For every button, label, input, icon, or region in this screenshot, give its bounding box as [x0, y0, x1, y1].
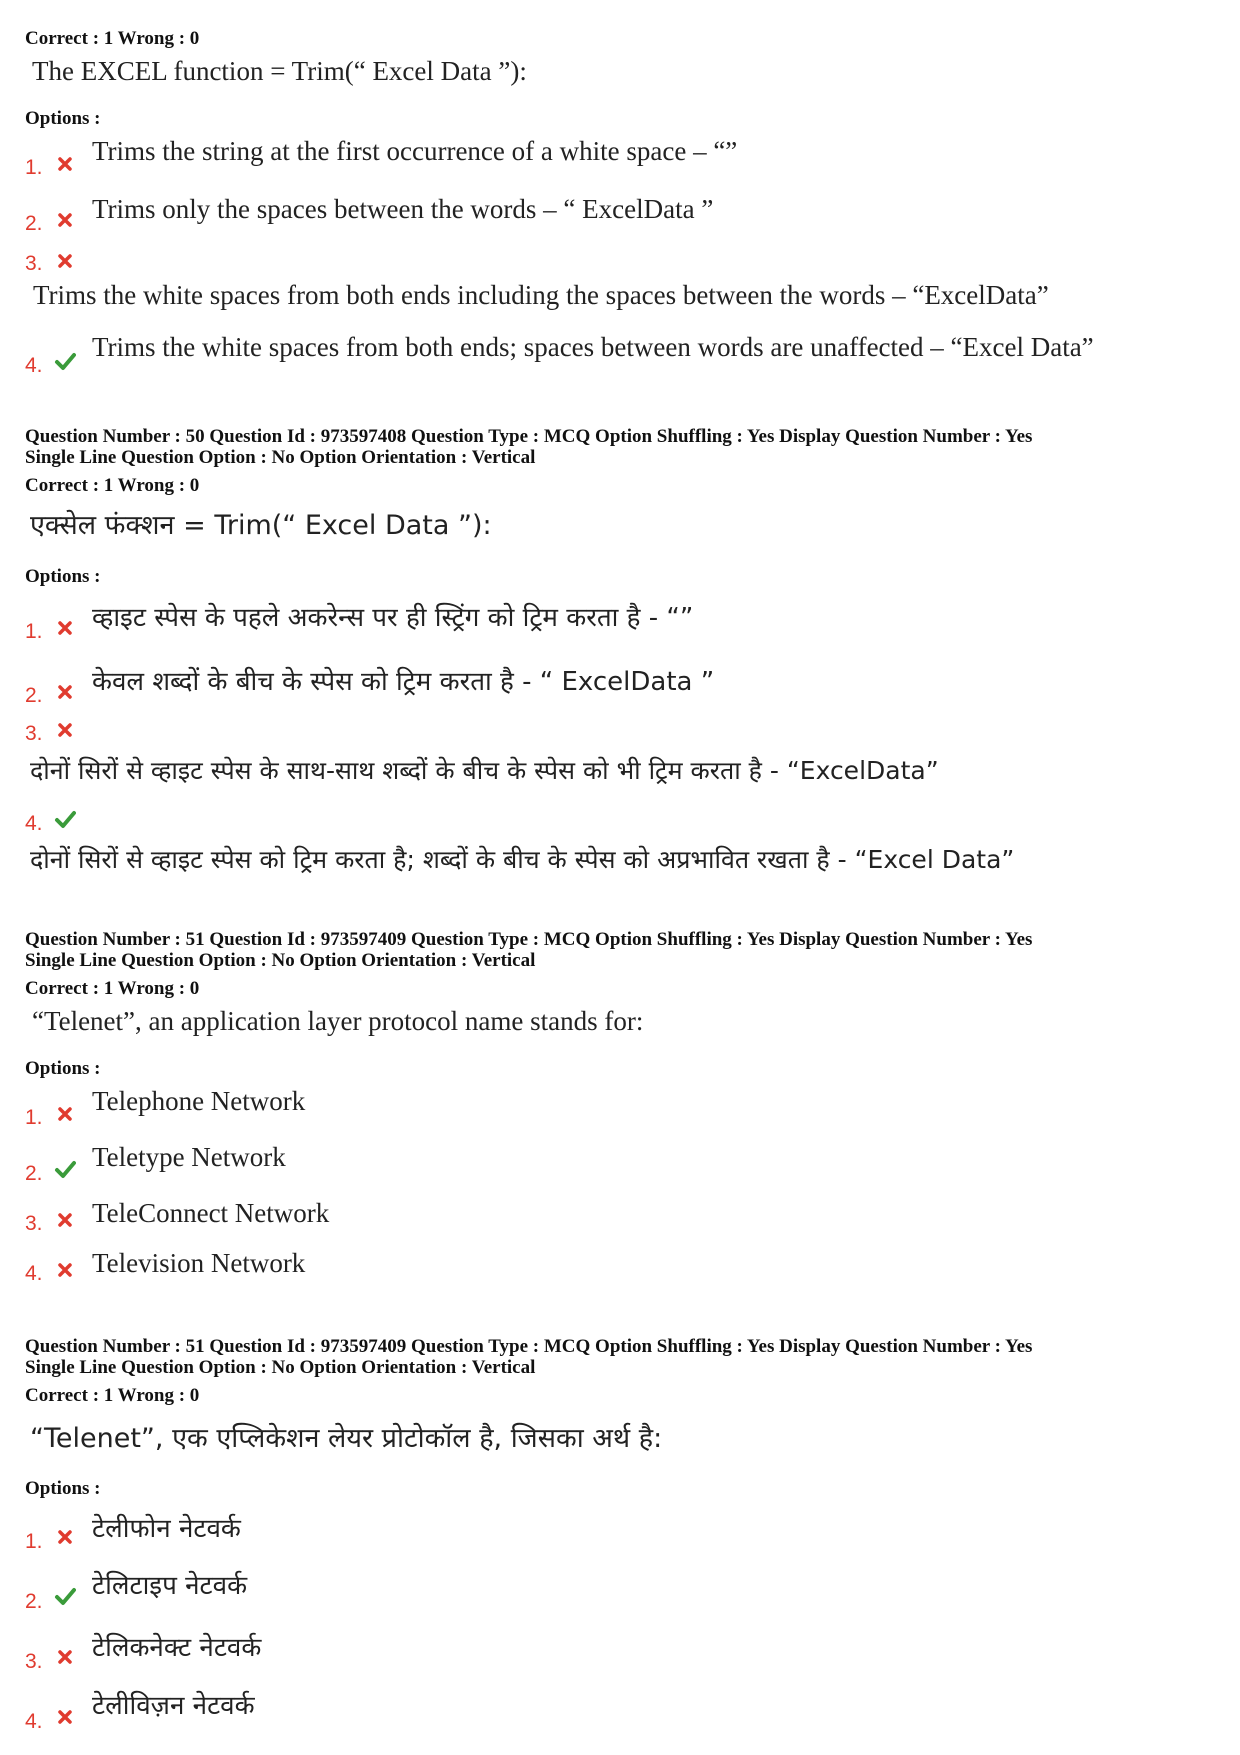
- cross-icon: [54, 1259, 76, 1281]
- question-text: The EXCEL function = Trim(“ Excel Data ”):: [32, 56, 527, 86]
- options-label: Options :: [25, 566, 101, 587]
- cross-icon: [54, 617, 76, 639]
- question-meta-line1: Question Number : 51 Question Id : 973597409 Question Type : MCQ Option Shuffling : Yes Display Question Number : Yes: [25, 929, 1033, 950]
- question-meta-line1: Question Number : 50 Question Id : 973597408 Question Type : MCQ Option Shuffling : Yes Display Question Number : Yes: [25, 426, 1033, 447]
- option-number: 2.: [25, 212, 43, 235]
- score-line: Correct : 1 Wrong : 0: [25, 1385, 200, 1406]
- options-label: Options :: [25, 108, 101, 129]
- cross-icon: [54, 209, 76, 231]
- option-number: 4.: [25, 354, 43, 377]
- option-text: दोनों सिरों से व्हाइट स्पेस को ट्रिम करता है; शब्दों के बीच के स्पेस को अप्रभावित रखता है - “Excel Data”: [30, 845, 1015, 874]
- checkmark-icon: [54, 1158, 76, 1180]
- score-line: Correct : 1 Wrong : 0: [25, 978, 200, 999]
- option-number: 3.: [25, 252, 43, 275]
- score-line: Correct : 1 Wrong : 0: [25, 475, 200, 496]
- cross-icon: [54, 1103, 76, 1125]
- option-number: 3.: [25, 1212, 43, 1235]
- option-text: Telephone Network: [92, 1086, 306, 1116]
- option-number: 1.: [25, 1530, 43, 1553]
- option-number: 2.: [25, 1590, 43, 1613]
- option-number: 1.: [25, 1106, 43, 1129]
- checkmark-icon: [54, 350, 76, 372]
- option-text: Trims the white spaces from both ends including the spaces between the words – “ExcelData”: [33, 280, 1049, 310]
- checkmark-icon: [54, 1585, 76, 1607]
- option-text: Trims only the spaces between the words – “ ExcelData ”: [92, 194, 714, 224]
- question-meta-line2: Single Line Question Option : No Option Orientation : Vertical: [25, 447, 536, 468]
- option-text: दोनों सिरों से व्हाइट स्पेस के साथ-साथ शब्दों के बीच के स्पेस को भी ट्रिम करता है - “ExcelData”: [30, 756, 939, 785]
- option-text: Trims the white spaces from both ends; spaces between words are unaffected – “Excel Data”: [92, 332, 1094, 362]
- option-text: टेलिटाइप नेटवर्क: [92, 1571, 248, 1601]
- question-meta-line1: Question Number : 51 Question Id : 973597409 Question Type : MCQ Option Shuffling : Yes Display Question Number : Yes: [25, 1336, 1033, 1357]
- option-text: TeleConnect Network: [92, 1198, 330, 1228]
- question-text: “Telenet”, एक एप्लिकेशन लेयर प्रोटोकॉल है, जिसका अर्थ है:: [30, 1423, 663, 1454]
- question-meta-line2: Single Line Question Option : No Option Orientation : Vertical: [25, 950, 536, 971]
- option-text: केवल शब्दों के बीच के स्पेस को ट्रिम करता है - “ ExcelData ”: [92, 667, 715, 697]
- option-number: 2.: [25, 684, 43, 707]
- checkmark-icon: [54, 808, 76, 830]
- cross-icon: [54, 1646, 76, 1668]
- options-label: Options :: [25, 1478, 101, 1499]
- option-number: 3.: [25, 722, 43, 745]
- option-number: 1.: [25, 156, 43, 179]
- cross-icon: [54, 1209, 76, 1231]
- cross-icon: [54, 1706, 76, 1728]
- option-text: टेलिकनेक्ट नेटवर्क: [92, 1633, 262, 1663]
- cross-icon: [54, 681, 76, 703]
- option-number: 4.: [25, 1710, 43, 1733]
- option-text: Television Network: [92, 1248, 306, 1278]
- question-text: एक्सेल फंक्शन = Trim(“ Excel Data ”):: [30, 510, 492, 541]
- question-text: “Telenet”, an application layer protocol name stands for:: [32, 1006, 644, 1036]
- option-text: टेलीविज़न नेटवर्क: [92, 1691, 255, 1721]
- option-number: 4.: [25, 812, 43, 835]
- option-text: Teletype Network: [92, 1142, 286, 1172]
- cross-icon: [54, 153, 76, 175]
- question-meta-line2: Single Line Question Option : No Option Orientation : Vertical: [25, 1357, 536, 1378]
- option-number: 2.: [25, 1162, 43, 1185]
- option-text: टेलीफोन नेटवर्क: [92, 1514, 241, 1544]
- cross-icon: [54, 719, 76, 741]
- option-number: 4.: [25, 1262, 43, 1285]
- cross-icon: [54, 1526, 76, 1548]
- score-line: Correct : 1 Wrong : 0: [25, 28, 200, 49]
- options-label: Options :: [25, 1058, 101, 1079]
- option-number: 1.: [25, 620, 43, 643]
- option-text: Trims the string at the first occurrence of a white space – “”: [92, 136, 738, 166]
- option-text: व्हाइट स्पेस के पहले अकरेन्स पर ही स्ट्रिंग को ट्रिम करता है - “”: [92, 603, 694, 633]
- cross-icon: [54, 250, 76, 272]
- option-number: 3.: [25, 1650, 43, 1673]
